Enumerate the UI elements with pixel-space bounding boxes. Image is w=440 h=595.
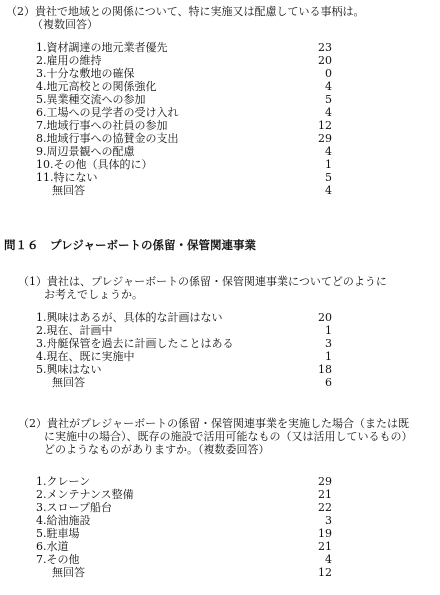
list-item: 7.その他 4 xyxy=(36,553,332,566)
list-item: 5.興味はない 18 xyxy=(36,363,332,376)
list-item: 10.その他（具体的に） 1 xyxy=(36,158,332,171)
question-local-relations-line-1: （2）貴社で地域との関係について、特に実施又は配慮している事柄は。 xyxy=(6,5,365,18)
question-local-relations-line-2: （複数回答） xyxy=(32,18,98,31)
list-item: 無回答 12 xyxy=(52,566,332,579)
question-pleasure-boat-line-2: お考えでしょうか。 xyxy=(44,288,143,301)
list-item: 1.興味はあるが、具体的な計画はない 20 xyxy=(36,311,332,324)
list-item: 11.特にない 5 xyxy=(36,171,332,184)
list-item: 4.現在、既に実施中 1 xyxy=(36,350,332,363)
question-facilities-line-3: どのようなものがありますか。（複数委回答） xyxy=(44,443,270,456)
list-item: 6.工場への見学者の受け入れ 4 xyxy=(36,106,332,119)
list-item: 5.異業種交流への参加 5 xyxy=(36,93,332,106)
answer-list-facilities xyxy=(36,475,332,579)
list-item: 8.地域行事への協賛金の支出 29 xyxy=(36,132,332,145)
section-heading-q16: 問１６ プレジャーボートの係留・保管関連事業 xyxy=(4,238,257,252)
list-item: 3.舟艇保管を過去に計画したことはある 3 xyxy=(36,337,332,350)
list-item: 9.周辺景観への配慮 4 xyxy=(36,145,332,158)
question-pleasure-boat-line-1: （1）貴社は、プレジャーボートの係留・保管関連事業についてどのように xyxy=(18,275,387,288)
list-item: 4.地元高校との関係強化 4 xyxy=(36,80,332,93)
list-item: 1.クレーン 29 xyxy=(36,475,332,488)
list-item: 3.スロープ船台 22 xyxy=(36,501,332,514)
answer-list-local-relations xyxy=(36,41,332,197)
answer-list-pleasure-boat xyxy=(36,311,332,389)
list-item: 無回答 6 xyxy=(52,376,332,389)
list-item: 2.メンテナンス整備 21 xyxy=(36,488,332,501)
list-item: 2.雇用の維持 20 xyxy=(36,54,332,67)
list-item: 1.資材調達の地元業者優先 23 xyxy=(36,41,332,54)
list-item: 3.十分な敷地の確保 0 xyxy=(36,67,332,80)
list-item: 6.水道 21 xyxy=(36,540,332,553)
list-item: 7.地域行事への社員の参加 12 xyxy=(36,119,332,132)
list-item: 5.駐車場 19 xyxy=(36,527,332,540)
question-facilities-line-2: に実施中の場合）、既存の施設で活用可能なもの（又は活用しているもの） xyxy=(44,430,413,443)
list-item: 無回答 4 xyxy=(52,184,332,197)
question-facilities-line-1: （2）貴社がプレジャーボートの係留・保管関連事業を実施した場合（または既 xyxy=(18,417,410,430)
list-item: 4.給油施設 3 xyxy=(36,514,332,527)
list-item: 2.現在、計画中 1 xyxy=(36,324,332,337)
